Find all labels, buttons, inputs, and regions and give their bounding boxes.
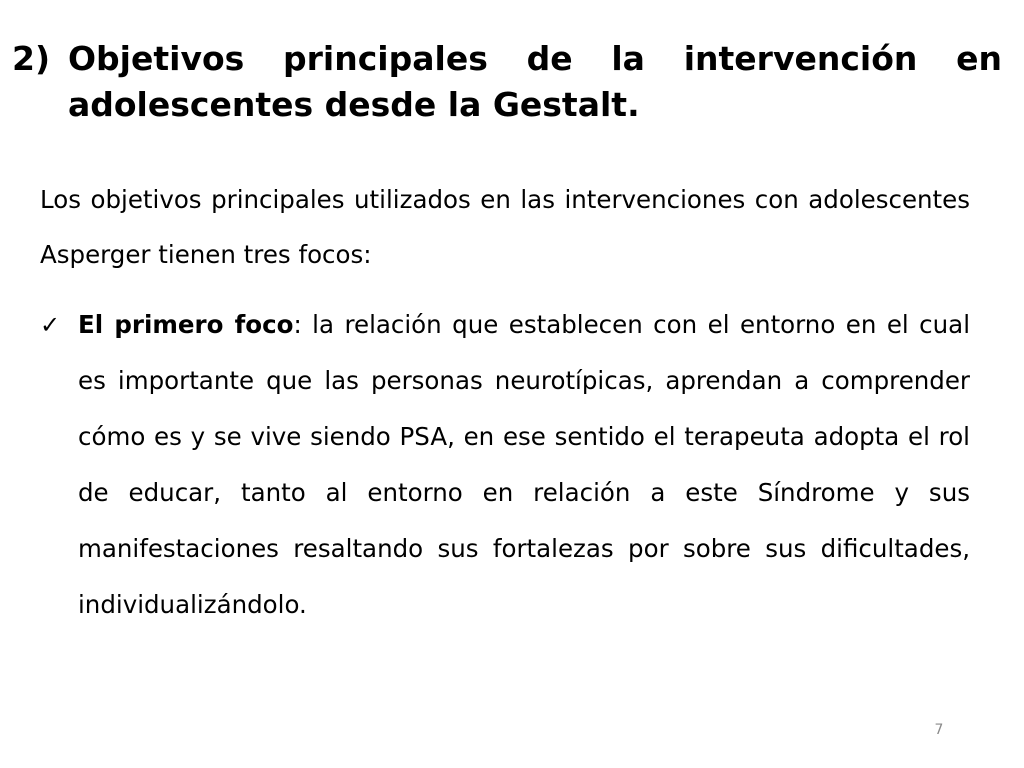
bullet-text <box>78 297 970 633</box>
intro-paragraph: Los objetivos principales utilizados en las intervenciones con adolescentes Asperger tienen tres focos: <box>40 185 970 269</box>
title-number: 2) <box>12 39 51 78</box>
bullet-body: : la relación que establecen con el entorno en el cual es importante que las personas neurotípicas, aprendan a comprender cómo es y se vive siendo PSA, en ese sentido el terapeuta adopta el rol de educar, tanto al entorno en relación a este Síndrome y sus manifestaciones resaltando sus fortalezas por sobre sus dificultades, individualizándolo. <box>78 310 970 619</box>
bullet-lead: El primero foco <box>78 310 294 339</box>
check-icon: ✓ <box>40 311 61 339</box>
slide-title <box>12 36 1002 128</box>
bullet-item <box>40 297 970 633</box>
title-text: Objetivos principales de la intervención en adolescentes desde la Gestalt. <box>68 39 1002 124</box>
page-number: 7 <box>934 722 944 738</box>
